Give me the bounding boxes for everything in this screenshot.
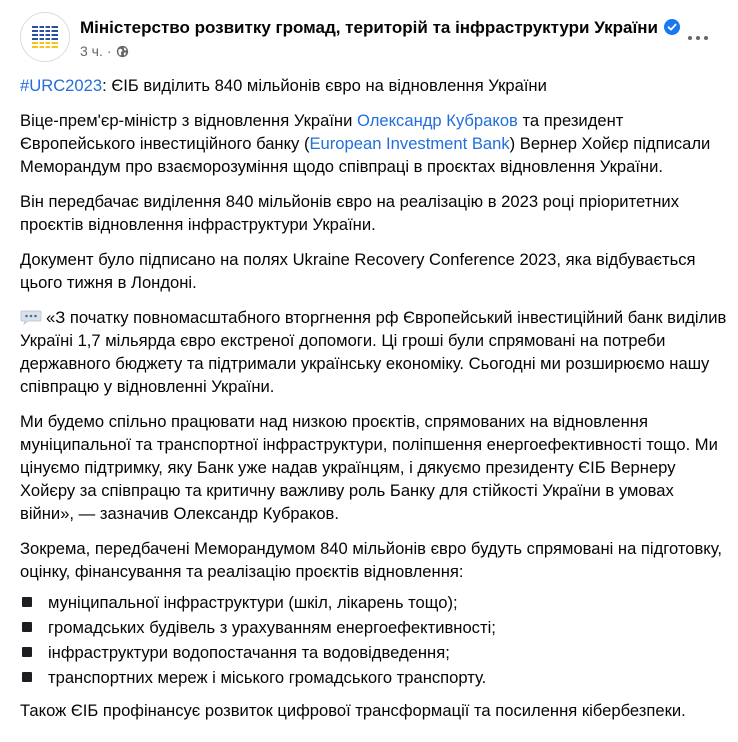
paragraph-1-text-a: Віце-прем'єр-міністр з відновлення України	[20, 111, 357, 130]
bullet-square-icon	[22, 647, 32, 657]
quote-text: «З початку повномасштабного вторгнення рф Європейський інвестиційний банк виділив Україні 1,7 мільярда євро екстреної допомоги. Ці гроші були спрямовані на потреби державного бюджету та підтримали українську економіку. Сьогодні ми розширюємо нашу співпрацю у відновленні України.	[20, 308, 727, 396]
paragraph-4	[20, 306, 728, 398]
paragraph-1-text-c: ) Вернер Хойєр підписали Меморандум про взаєморозуміння щодо співпраці в проєктах відновлення України.	[20, 134, 711, 176]
speech-balloon-icon	[20, 309, 42, 325]
verified-badge-icon	[664, 19, 680, 35]
eib-page-link[interactable]: European Investment Bank	[309, 134, 510, 153]
bullet-square-icon	[22, 597, 32, 607]
list-item-text: громадських будівель з урахуванням енергоефективності;	[48, 618, 496, 637]
post-header	[20, 12, 720, 64]
kubrakov-profile-link[interactable]: Олександр Кубраков	[356, 111, 518, 130]
paragraph-3: Документ було підписано на полях Ukraine Recovery Conference 2023, яка відбувається цього тижня в Лондоні.	[20, 250, 696, 292]
post-title	[20, 74, 728, 97]
list-item	[20, 616, 728, 639]
list-item-text: інфраструктури водопостачання та водовідведення;	[48, 643, 450, 662]
post-meta	[80, 43, 129, 59]
list-item	[20, 666, 728, 689]
list-item	[20, 591, 728, 614]
paragraph-2: Він передбачає виділення 840 мільйонів євро на реалізацію в 2023 році пріоритетних проєктів відновлення інфраструктури України.	[20, 192, 679, 234]
paragraph-1	[20, 109, 728, 178]
page-avatar[interactable]	[20, 12, 70, 62]
post-title-text: : ЄІБ виділить 840 мільйонів євро на відновлення України	[102, 76, 547, 95]
paragraph-7: Також ЄІБ профінансує розвиток цифрової трансформації та посилення кібербезпеки.	[20, 701, 686, 720]
list-item-text: муніципальної інфраструктури (шкіл, лікарень тощо);	[48, 593, 458, 612]
projects-list	[20, 591, 728, 689]
hashtag-link[interactable]: #URC2023	[20, 76, 103, 95]
post-body	[20, 74, 728, 734]
more-options-icon[interactable]	[680, 24, 716, 52]
ministry-logo-icon	[21, 13, 69, 61]
bullet-square-icon	[22, 672, 32, 682]
bullet-square-icon	[22, 622, 32, 632]
post-timestamp[interactable]: 3 ч.	[80, 43, 103, 59]
list-item-text: транспортних мереж і міського громадського транспорту.	[48, 668, 487, 687]
page-name-text[interactable]: Міністерство розвитку громад, територій та інфраструктури України	[80, 18, 658, 37]
globe-icon[interactable]	[116, 45, 129, 58]
paragraph-6: Зокрема, передбачені Меморандумом 840 мільйонів євро будуть спрямовані на підготовку, оцінку, фінансування та реалізацію проєктів відновлення:	[20, 539, 722, 581]
paragraph-1-text-b: та президент Європейського інвестиційного банку (	[20, 111, 624, 153]
paragraph-5: Ми будемо спільно працювати над низкою проєктів, спрямованих на відновлення муніципальної та транспортної інфраструктури, поліпшення енергоефективності тощо. Ми цінуємо підтримку, яку Банк уже надав українцям, і дякуємо президенту ЄІБ Вернеру Хойєру за співпрацю та критичну важливу роль Банку для стійкості України в умовах війни», — зазначив Олександр Кубраков.	[20, 412, 718, 523]
meta-separator: ·	[106, 43, 112, 59]
list-item	[20, 641, 728, 664]
page-name-link[interactable]	[80, 18, 680, 38]
